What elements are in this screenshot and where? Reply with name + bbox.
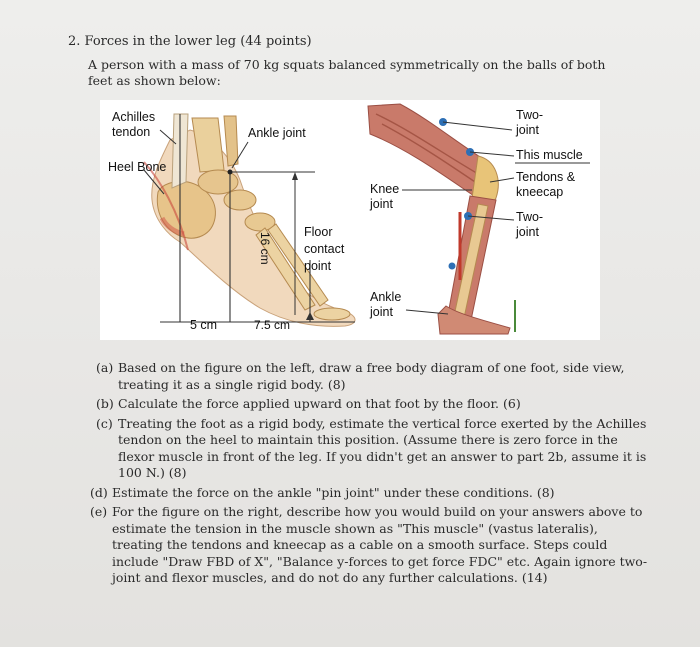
label-16cm: 16 cm [258,232,272,265]
height-arrow-head [292,172,298,180]
talus-bone [198,170,238,194]
foot-right-shape [438,306,510,334]
part-a [88,360,648,393]
question-title: 2. Forces in the lower leg (44 points) [68,34,312,49]
label-ankle-joint-right: Ankle joint [370,290,402,319]
label-tendons-kneecap: Tendons & kneecap [516,170,576,199]
label-two-joint-top: Two- joint [516,108,544,137]
question-parts [88,360,648,590]
label-ankle-joint: Ankle joint [248,126,306,140]
label-7-5cm: 7.5 cm [254,318,291,332]
label-5cm: 5 cm [190,318,218,332]
part-a-text: Based on the figure on the left, draw a free body diagram of one foot, side view, treating it as a single rigid body. (8) [118,360,625,392]
ankle-joint-dot [228,170,233,175]
part-e-text: For the figure on the right, describe how you would build on your answers above to estimate the tension in the muscle shown as "This muscle" (vastus lateralis), treating the tendons and kneecap as a cable on a smooth surface. Steps could include "Draw FBD of X", "Balance y-forces to get force FDC" etc. Again ignore two-joint and flexor muscles, and do not do any further calculations. (14) [112,504,648,585]
part-c-text: Treating the foot as a rigid body, estimate the vertical force exerted by the Achilles tendon on the heel to maintain this position. (Assume there is zero force in the flexor muscle in front of the leg. If you didn't get an answer to part 2b, assume it is 100 N.) (8) [118,415,647,480]
part-e [82,504,648,587]
marker-ankle [449,263,456,270]
part-c-mark: (c) [96,415,113,431]
tarsal-bone-1 [224,190,256,210]
part-b-mark: (b) [96,396,114,411]
anatomy-figure [100,100,600,340]
label-floor-contact: Floor contact point [304,225,345,273]
label-knee-joint: Knee joint [370,182,400,211]
part-d-text: Estimate the force on the ankle "pin joint" under these conditions. (8) [112,484,555,500]
part-b-text: Calculate the force applied upward on that foot by the floor. (6) [118,396,521,411]
part-d-mark: (d) [90,484,108,500]
part-c [88,416,648,482]
two-joint-top-leader [443,122,512,130]
part-d [82,485,648,502]
label-this-muscle: This muscle [516,148,583,162]
part-b [88,396,648,413]
part-e-mark: (e) [90,504,108,519]
toe-bones [314,308,350,320]
label-heel-bone: Heel Bone [108,160,167,174]
question-intro: A person with a mass of 70 kg squats balanced symmetrically on the balls of both feet as shown below: [88,57,606,88]
part-a-mark: (a) [96,360,114,375]
label-achilles-tendon: Achilles tendon [112,110,156,139]
label-two-joint-bottom: Two- joint [516,210,544,239]
